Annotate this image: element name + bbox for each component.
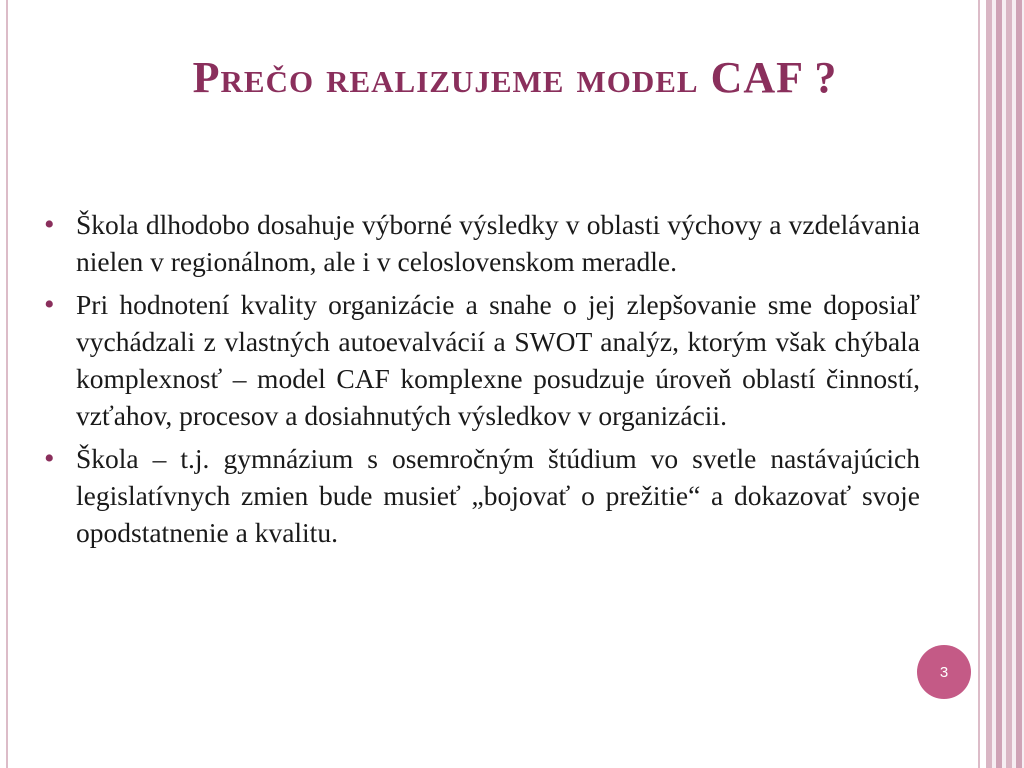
right-decorative-stripes bbox=[986, 0, 1024, 768]
bullet-item bbox=[44, 440, 920, 551]
right-frame-line bbox=[978, 0, 980, 768]
bullet-item bbox=[44, 206, 920, 280]
bullet-text: Pri hodnotení kvality organizácie a snahe o jej zlepšovanie sme doposiaľ vychádzali z vlastných autoevalvácií a SWOT analýz, ktorým však chýbala komplexnosť – model CAF komplexne posudzuje úroveň oblastí činností, vzťahov, procesov a dosiahnutých výsledkov v organizácii. bbox=[76, 289, 920, 431]
bullet-dot-icon: • bbox=[44, 208, 55, 241]
bullet-list bbox=[44, 206, 920, 557]
bullet-dot-icon: • bbox=[44, 442, 55, 475]
left-frame-line bbox=[6, 0, 8, 768]
bullet-dot-icon: • bbox=[44, 288, 55, 321]
bullet-item bbox=[44, 286, 920, 434]
page-number-badge: 3 bbox=[917, 645, 971, 699]
bullet-text: Škola – t.j. gymnázium s osemročným štúdium vo svetle nastávajúcich legislatívnych zmien bude musieť „bojovať o prežitie“ a dokazovať svoje opodstatnenie a kvalitu. bbox=[76, 443, 920, 548]
bullet-text: Škola dlhodobo dosahuje výborné výsledky v oblasti výchovy a vzdelávania nielen v regionálnom, ale i v celoslovenskom meradle. bbox=[76, 209, 920, 277]
slide-title: Prečo realizujeme model CAF ? bbox=[192, 53, 838, 102]
